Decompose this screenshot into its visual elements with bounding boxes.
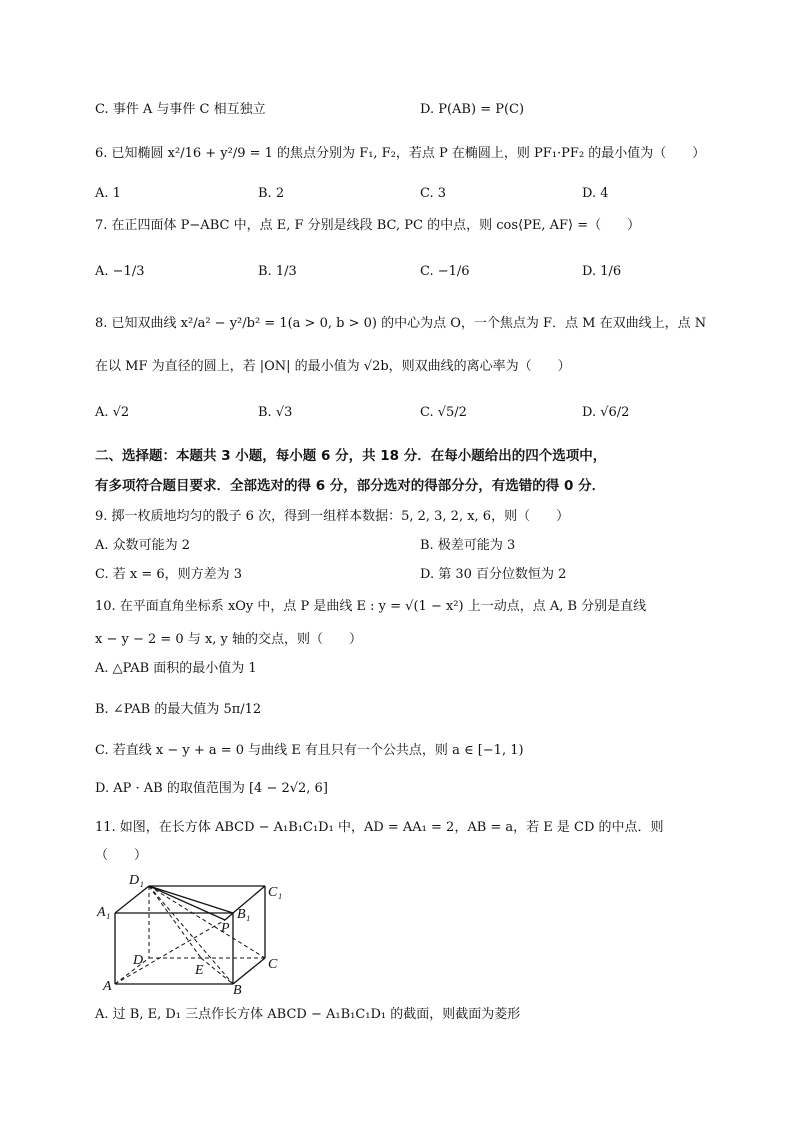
- text-line-q6d: D. 4: [582, 186, 609, 201]
- text-line-q11a_opt: A. 过 B, E, D₁ 三点作长方体 ABCD − A₁B₁C₁D₁ 的截面，则截面为菱形: [95, 1007, 521, 1022]
- text-line-q7: 7. 在正四面体 P−ABC 中，点 E, F 分别是线段 BC, PC 的中点，则 cos⟨PE, AF⟩ =（ ）: [95, 218, 641, 233]
- label-D1: D₁: [129, 873, 144, 888]
- text-line-q10b_opt: B. ∠PAB 的最大值为 5π/12: [95, 702, 262, 717]
- text-line-sec2b: 有多项符合题目要求．全部选对的得 6 分，部分选对的得部分分，有选错的得 0 分．: [95, 478, 606, 494]
- text-line-q10c_opt: C. 若直线 x − y + a = 0 与曲线 E 有且只有一个公共点，则 a ∈ [−1, 1): [95, 743, 524, 758]
- cuboid-figure: [95, 866, 295, 996]
- text-line-q9a: A. 众数可能为 2: [95, 538, 191, 553]
- label-P: P: [221, 921, 230, 936]
- text-line-sec2a: 二、选择题：本题共 3 小题，每小题 6 分，共 18 分．在每小题给出的四个选项中，: [95, 448, 607, 464]
- text-line-q9d: D. 第 30 百分位数恒为 2: [420, 567, 567, 582]
- text-line-q7a: A. −1/3: [95, 264, 145, 279]
- text-line-q8: 8. 已知双曲线 x²/a² − y²/b² = 1(a > 0, b > 0) 的中心为点 O，一个焦点为 F．点 M 在双曲线上，点 N: [95, 316, 707, 331]
- text-line-q6: 6. 已知椭圆 x²/16 + y²/9 = 1 的焦点分别为 F₁, F₂，若点 P 在椭圆上，则 PF₁·PF₂ 的最小值为（ ）: [95, 146, 706, 161]
- text-line-q5c: C. 事件 A 与事件 C 相互独立: [95, 102, 266, 117]
- text-line-q11b: （ ）: [95, 848, 148, 863]
- text-line-q8b_opt: B. √3: [258, 405, 293, 420]
- front-face: [115, 913, 233, 984]
- text-line-q10: 10. 在平面直角坐标系 xOy 中，点 P 是曲线 E : y = √(1 − x²) 上一动点，点 A, B 分别是直线: [95, 599, 647, 614]
- label-A1: A₁: [97, 905, 111, 920]
- text-line-q7d: D. 1/6: [582, 264, 622, 279]
- text-line-q7c: C. −1/6: [420, 264, 470, 279]
- hidden-edges: [115, 886, 265, 984]
- label-B1: B₁: [237, 907, 251, 922]
- text-line-q5d: D. P(AB) = P(C): [420, 102, 525, 117]
- text-line-q9b: B. 极差可能为 3: [420, 538, 516, 553]
- label-D: D: [133, 953, 144, 968]
- label-E: E: [195, 963, 204, 978]
- text-line-q8c_opt: C. √5/2: [420, 405, 467, 420]
- text-line-q6c: C. 3: [420, 186, 447, 201]
- text-line-q7b: B. 1/3: [258, 264, 297, 279]
- label-B: B: [233, 983, 242, 996]
- text-line-q6a: A. 1: [95, 186, 121, 201]
- text-line-q10d_opt: D. AP · AB 的取值范围为 [4 − 2√2, 6]: [95, 781, 328, 796]
- text-line-q9c: C. 若 x = 6，则方差为 3: [95, 567, 243, 582]
- text-line-q11: 11. 如图，在长方体 ABCD − A₁B₁C₁D₁ 中，AD = AA₁ = 2，AB = a，若 E 是 CD 的中点．则: [95, 820, 664, 835]
- vertex-labels: [96, 873, 282, 996]
- label-C: C: [268, 957, 278, 972]
- back-edges: [115, 886, 265, 984]
- label-C1: C₁: [268, 885, 283, 900]
- text-line-q10b: x − y − 2 = 0 与 x, y 轴的交点，则（ ）: [95, 632, 363, 647]
- text-line-q6b: B. 2: [258, 186, 285, 201]
- text-line-q10a_opt: A. △PAB 面积的最小值为 1: [95, 661, 257, 676]
- text-line-q9: 9. 掷一枚质地均匀的骰子 6 次，得到一组样本数据：5, 2, 3, 2, x, 6，则（ ）: [95, 509, 570, 524]
- text-line-q8a_opt: A. √2: [95, 405, 130, 420]
- text-line-q8b: 在以 MF 为直径的圆上，若 |ON| 的最小值为 √2b，则双曲线的离心率为（ ）: [95, 359, 571, 374]
- label-A: A: [103, 979, 112, 994]
- text-line-q8d_opt: D. √6/2: [582, 405, 630, 420]
